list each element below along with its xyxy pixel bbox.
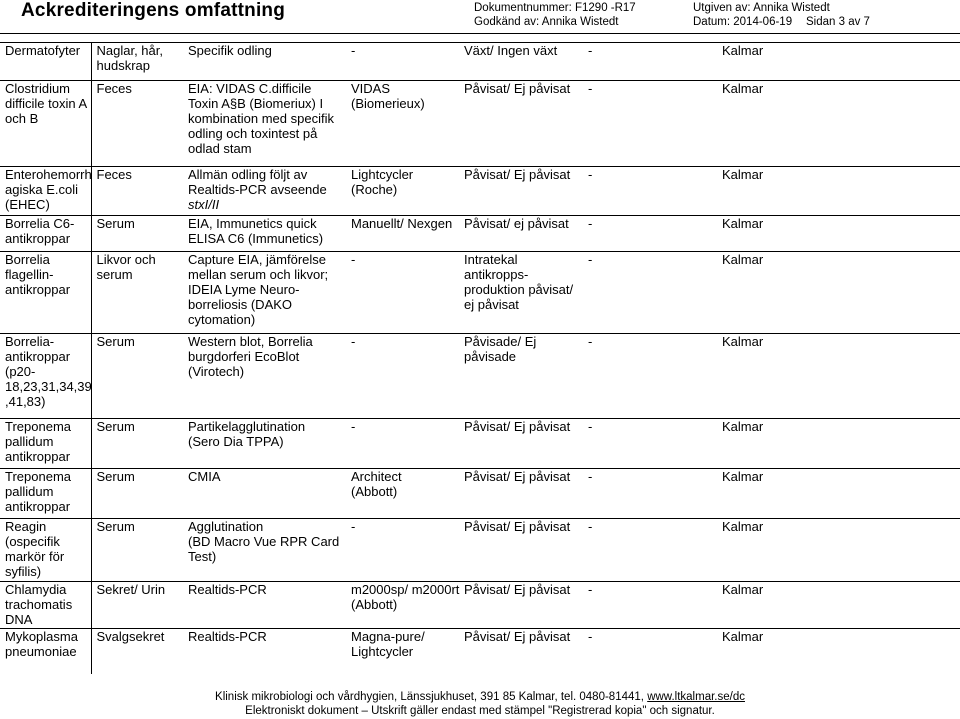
method-cell-line: EIA, Immunetics quick bbox=[188, 216, 317, 231]
instrument-cell bbox=[346, 334, 459, 419]
instrument-cell bbox=[346, 469, 459, 519]
sample-cell-line: hudskrap bbox=[96, 58, 150, 73]
method-cell-line: EIA: VIDAS C.difficile bbox=[188, 81, 312, 96]
method-cell bbox=[183, 167, 346, 216]
instrument-cell-line: m2000sp/ m2000rt bbox=[351, 582, 460, 597]
sample-cell bbox=[91, 519, 183, 582]
instrument-cell bbox=[346, 167, 459, 216]
footer-notice: Elektroniskt dokument – Utskrift gäller endast med stämpel "Registrerad kopia" och signatur. bbox=[245, 705, 715, 717]
analyte-cell-line: Borrelia C6- bbox=[5, 216, 75, 231]
site-cell bbox=[717, 81, 960, 167]
result-cell-line: Påvisat/ Ej påvisat bbox=[464, 167, 571, 182]
analyte-cell-line: Chlamydia bbox=[5, 582, 67, 597]
analyte-cell-line: difficile toxin A bbox=[5, 96, 88, 111]
analyte-cell-line: Treponema bbox=[5, 419, 71, 434]
site-cell bbox=[717, 216, 960, 252]
result-cell-line: påvisade bbox=[464, 349, 517, 364]
site-cell bbox=[717, 167, 960, 216]
table-row bbox=[0, 469, 960, 519]
site-cell-line: Kalmar bbox=[722, 252, 764, 267]
result-cell-line: Intratekal bbox=[464, 252, 518, 267]
dash-cell-line: - bbox=[588, 419, 593, 434]
method-cell bbox=[183, 252, 346, 334]
method-cell-line: (Virotech) bbox=[188, 364, 245, 379]
sample-cell-line: Feces bbox=[96, 167, 132, 182]
site-cell-line: Kalmar bbox=[722, 629, 764, 644]
instrument-cell-line: - bbox=[351, 43, 356, 58]
analyte-cell-line: markör för bbox=[5, 549, 65, 564]
dash-cell-line: - bbox=[588, 469, 593, 484]
sample-cell bbox=[91, 252, 183, 334]
document-title: Ackrediteringens omfattning bbox=[21, 0, 286, 21]
method-cell-line: Realtids-PCR bbox=[188, 582, 267, 597]
dash-cell bbox=[583, 469, 717, 519]
table-row bbox=[0, 334, 960, 419]
analyte-cell bbox=[0, 252, 91, 334]
dash-cell-line: - bbox=[588, 43, 593, 58]
analyte-cell bbox=[0, 469, 91, 519]
site-cell bbox=[717, 469, 960, 519]
table-row bbox=[0, 252, 960, 334]
method-cell-line: (BD Macro Vue RPR Card bbox=[188, 534, 340, 549]
analyte-cell-line: (p20- bbox=[5, 364, 36, 379]
analyte-cell bbox=[0, 629, 91, 674]
analyte-cell-line: pallidum bbox=[5, 484, 54, 499]
document-date: Datum: 2014-06-19 bbox=[693, 16, 793, 28]
instrument-cell-line: (Abbott) bbox=[351, 597, 398, 612]
method-cell bbox=[183, 469, 346, 519]
instrument-cell bbox=[346, 81, 459, 167]
analyte-cell-line: antikroppar bbox=[5, 349, 71, 364]
footer-address: Klinisk mikrobiologi och vårdhygien, Länssjukhuset, 391 85 Kalmar, tel. 0480-81441, bbox=[215, 691, 648, 703]
dash-cell bbox=[583, 334, 717, 419]
site-cell-line: Kalmar bbox=[722, 334, 764, 349]
method-cell bbox=[183, 43, 346, 81]
site-cell-line: Kalmar bbox=[722, 43, 764, 58]
footer-website-link[interactable]: www.ltkalmar.se/dc bbox=[647, 691, 745, 703]
site-cell-line: Kalmar bbox=[722, 81, 764, 96]
analyte-cell-line: DNA bbox=[5, 612, 33, 627]
analyte-cell-line: ,41,83) bbox=[5, 394, 46, 409]
sample-cell-line: Serum bbox=[96, 334, 135, 349]
sample-cell bbox=[91, 419, 183, 469]
method-cell-line: odling och toxintest på bbox=[188, 126, 318, 141]
analyte-cell-line: Borrelia bbox=[5, 252, 50, 267]
analyte-cell-line: Enterohemorrh bbox=[5, 167, 92, 182]
table-row bbox=[0, 419, 960, 469]
analyte-cell-line: syfilis) bbox=[5, 564, 42, 579]
dash-cell-line: - bbox=[588, 216, 593, 231]
method-cell-line: burgdorferi EcoBlot bbox=[188, 349, 300, 364]
dash-cell-line: - bbox=[588, 252, 593, 267]
instrument-cell bbox=[346, 629, 459, 674]
result-cell bbox=[459, 629, 583, 674]
sample-cell-line: Serum bbox=[96, 519, 135, 534]
dash-cell-line: - bbox=[588, 167, 593, 182]
analyte-cell bbox=[0, 419, 91, 469]
page-footer bbox=[0, 690, 960, 718]
result-cell-line: produktion påvisat/ bbox=[464, 282, 574, 297]
method-cell-line: borreliosis (DAKO bbox=[188, 297, 293, 312]
instrument-cell-line: (Biomerieux) bbox=[351, 96, 425, 111]
analyte-cell-line: och B bbox=[5, 111, 39, 126]
dash-cell-line: - bbox=[588, 81, 593, 96]
method-cell bbox=[183, 81, 346, 167]
method-cell bbox=[183, 216, 346, 252]
result-cell bbox=[459, 582, 583, 629]
table-row bbox=[0, 43, 960, 81]
instrument-cell-line: VIDAS bbox=[351, 81, 391, 96]
instrument-cell bbox=[346, 519, 459, 582]
dash-cell bbox=[583, 216, 717, 252]
sample-cell-line: serum bbox=[96, 267, 133, 282]
site-cell-line: Kalmar bbox=[722, 519, 764, 534]
dash-cell bbox=[583, 519, 717, 582]
analyte-cell-line: antikroppar bbox=[5, 231, 71, 246]
method-cell-line: IDEIA Lyme Neuro- bbox=[188, 282, 300, 297]
instrument-cell bbox=[346, 252, 459, 334]
table-row bbox=[0, 216, 960, 252]
analyte-cell-line: pallidum bbox=[5, 434, 54, 449]
sample-cell bbox=[91, 469, 183, 519]
result-cell-line: Påvisat/ Ej påvisat bbox=[464, 81, 571, 96]
method-cell-line: (Sero Dia TPPA) bbox=[188, 434, 284, 449]
sample-cell-line: Serum bbox=[96, 216, 135, 231]
table-row bbox=[0, 519, 960, 582]
result-cell-line: Växt/ Ingen växt bbox=[464, 43, 558, 58]
footer-address-line bbox=[0, 690, 960, 704]
analyte-cell-line: Mykoplasma bbox=[5, 629, 78, 644]
result-cell-line: Påvisat/ Ej påvisat bbox=[464, 519, 571, 534]
analyte-cell bbox=[0, 167, 91, 216]
instrument-cell-line: - bbox=[351, 419, 356, 434]
dash-cell bbox=[583, 419, 717, 469]
analyte-cell bbox=[0, 216, 91, 252]
site-cell-line: Kalmar bbox=[722, 419, 764, 434]
result-cell bbox=[459, 469, 583, 519]
dash-cell-line: - bbox=[588, 582, 593, 597]
table-row bbox=[0, 81, 960, 167]
analyte-cell-line: 18,23,31,34,39 bbox=[5, 379, 92, 394]
method-cell-line: ELISA C6 (Immunetics) bbox=[188, 231, 324, 246]
sample-cell bbox=[91, 43, 183, 81]
approved-by: Godkänd av: Annika Wistedt bbox=[474, 16, 619, 28]
sample-cell-line: Sekret/ Urin bbox=[96, 582, 166, 597]
result-cell bbox=[459, 43, 583, 81]
analyte-cell-line: Treponema bbox=[5, 469, 71, 484]
method-cell bbox=[183, 582, 346, 629]
analyte-cell-line: antikroppar bbox=[5, 282, 71, 297]
method-cell-line: Realtids-PCR avseende bbox=[188, 182, 327, 197]
instrument-cell-line: Magna-pure/ bbox=[351, 629, 425, 644]
analyte-cell bbox=[0, 81, 91, 167]
method-cell-line: kombination med specifik bbox=[188, 111, 334, 126]
method-cell-line: Realtids-PCR bbox=[188, 629, 267, 644]
instrument-cell-line: - bbox=[351, 334, 356, 349]
method-cell bbox=[183, 334, 346, 419]
analyte-cell-line: Dermatofyter bbox=[5, 43, 81, 58]
analyte-cell-line: agiska E.coli bbox=[5, 182, 78, 197]
analyte-cell-line: (EHEC) bbox=[5, 197, 50, 212]
instrument-cell-line: Architect bbox=[351, 469, 402, 484]
site-cell-line: Kalmar bbox=[722, 469, 764, 484]
scope-table bbox=[0, 42, 960, 674]
instrument-cell-line: - bbox=[351, 252, 356, 267]
site-cell bbox=[717, 629, 960, 674]
dash-cell bbox=[583, 81, 717, 167]
analyte-cell bbox=[0, 43, 91, 81]
sample-cell bbox=[91, 334, 183, 419]
header-divider bbox=[0, 33, 960, 34]
table-row bbox=[0, 629, 960, 674]
site-cell bbox=[717, 419, 960, 469]
result-cell-line: Påvisat/ ej påvisat bbox=[464, 216, 569, 231]
result-cell bbox=[459, 519, 583, 582]
sample-cell-line: Serum bbox=[96, 419, 135, 434]
site-cell-line: Kalmar bbox=[722, 167, 764, 182]
dash-cell-line: - bbox=[588, 629, 593, 644]
analyte-cell-line: Borrelia- bbox=[5, 334, 55, 349]
site-cell-line: Kalmar bbox=[722, 216, 764, 231]
site-cell bbox=[717, 334, 960, 419]
method-cell-line: odlad stam bbox=[188, 141, 252, 156]
instrument-cell bbox=[346, 216, 459, 252]
result-cell-line: Påvisade/ Ej bbox=[464, 334, 537, 349]
result-cell-line: Påvisat/ Ej påvisat bbox=[464, 582, 571, 597]
analyte-cell bbox=[0, 582, 91, 629]
result-cell-line: Påvisat/ Ej påvisat bbox=[464, 629, 571, 644]
instrument-cell bbox=[346, 419, 459, 469]
sample-cell bbox=[91, 81, 183, 167]
analyte-cell-line: antikroppar bbox=[5, 449, 71, 464]
instrument-cell-line: Lightcycler bbox=[351, 167, 414, 182]
method-cell bbox=[183, 629, 346, 674]
sample-cell-line: Serum bbox=[96, 469, 135, 484]
analyte-cell-line: Reagin bbox=[5, 519, 47, 534]
method-cell-line: Western blot, Borrelia bbox=[188, 334, 313, 349]
dash-cell bbox=[583, 629, 717, 674]
instrument-cell-line: (Roche) bbox=[351, 182, 398, 197]
result-cell-line: Påvisat/ Ej påvisat bbox=[464, 419, 571, 434]
site-cell-line: Kalmar bbox=[722, 582, 764, 597]
method-cell-line: Toxin A§B (Biomeriux) I bbox=[188, 96, 324, 111]
method-cell-line: Agglutination bbox=[188, 519, 264, 534]
instrument-cell-line: Lightcycler bbox=[351, 644, 414, 659]
instrument-cell-line: (Abbott) bbox=[351, 484, 398, 499]
site-cell bbox=[717, 582, 960, 629]
document-number: Dokumentnummer: F1290 -R17 bbox=[474, 2, 636, 14]
analyte-cell-line: (ospecifik bbox=[5, 534, 60, 549]
method-cell-line: mellan serum och likvor; bbox=[188, 267, 329, 282]
result-cell-line: antikropps- bbox=[464, 267, 529, 282]
result-cell bbox=[459, 252, 583, 334]
site-cell bbox=[717, 252, 960, 334]
method-cell-line: cytomation) bbox=[188, 312, 256, 327]
sample-cell-line: Likvor och bbox=[96, 252, 156, 267]
analyte-cell-line: flagellin- bbox=[5, 267, 54, 282]
method-cell bbox=[183, 519, 346, 582]
method-cell-line: CMIA bbox=[188, 469, 221, 484]
instrument-cell bbox=[346, 582, 459, 629]
sample-cell bbox=[91, 167, 183, 216]
method-cell-line: Specifik odling bbox=[188, 43, 272, 58]
method-cell-line: Allmän odling följt av bbox=[188, 167, 308, 182]
analyte-cell-line: trachomatis bbox=[5, 597, 73, 612]
table-row bbox=[0, 582, 960, 629]
sample-cell-line: Naglar, hår, bbox=[96, 43, 163, 58]
instrument-cell-line: Manuellt/ Nexgen bbox=[351, 216, 453, 231]
issued-by: Utgiven av: Annika Wistedt bbox=[693, 2, 830, 14]
dash-cell bbox=[583, 582, 717, 629]
analyte-cell-line: Clostridium bbox=[5, 81, 71, 96]
sample-cell bbox=[91, 629, 183, 674]
result-cell bbox=[459, 81, 583, 167]
analyte-cell bbox=[0, 334, 91, 419]
sample-cell-line: Svalgsekret bbox=[96, 629, 165, 644]
analyte-cell bbox=[0, 519, 91, 582]
dash-cell bbox=[583, 43, 717, 81]
page-number: Sidan 3 av 7 bbox=[806, 16, 870, 28]
instrument-cell bbox=[346, 43, 459, 81]
result-cell bbox=[459, 167, 583, 216]
dash-cell-line: - bbox=[588, 334, 593, 349]
sample-cell-line: Feces bbox=[96, 81, 132, 96]
result-cell-line: Påvisat/ Ej påvisat bbox=[464, 469, 571, 484]
dash-cell bbox=[583, 167, 717, 216]
method-cell-line: Capture EIA, jämförelse bbox=[188, 252, 327, 267]
analyte-cell-line: pneumoniae bbox=[5, 644, 77, 659]
method-cell-line: stxI/II bbox=[188, 197, 220, 212]
site-cell bbox=[717, 519, 960, 582]
table-row bbox=[0, 167, 960, 216]
sample-cell bbox=[91, 582, 183, 629]
dash-cell-line: - bbox=[588, 519, 593, 534]
result-cell bbox=[459, 334, 583, 419]
analyte-cell-line: antikroppar bbox=[5, 499, 71, 514]
method-cell bbox=[183, 419, 346, 469]
result-cell-line: ej påvisat bbox=[464, 297, 519, 312]
sample-cell bbox=[91, 216, 183, 252]
result-cell bbox=[459, 419, 583, 469]
method-cell-line: Partikelagglutination bbox=[188, 419, 306, 434]
result-cell bbox=[459, 216, 583, 252]
method-cell-line: Test) bbox=[188, 549, 217, 564]
site-cell bbox=[717, 43, 960, 81]
dash-cell bbox=[583, 252, 717, 334]
instrument-cell-line: - bbox=[351, 519, 356, 534]
document-header bbox=[0, 0, 960, 40]
